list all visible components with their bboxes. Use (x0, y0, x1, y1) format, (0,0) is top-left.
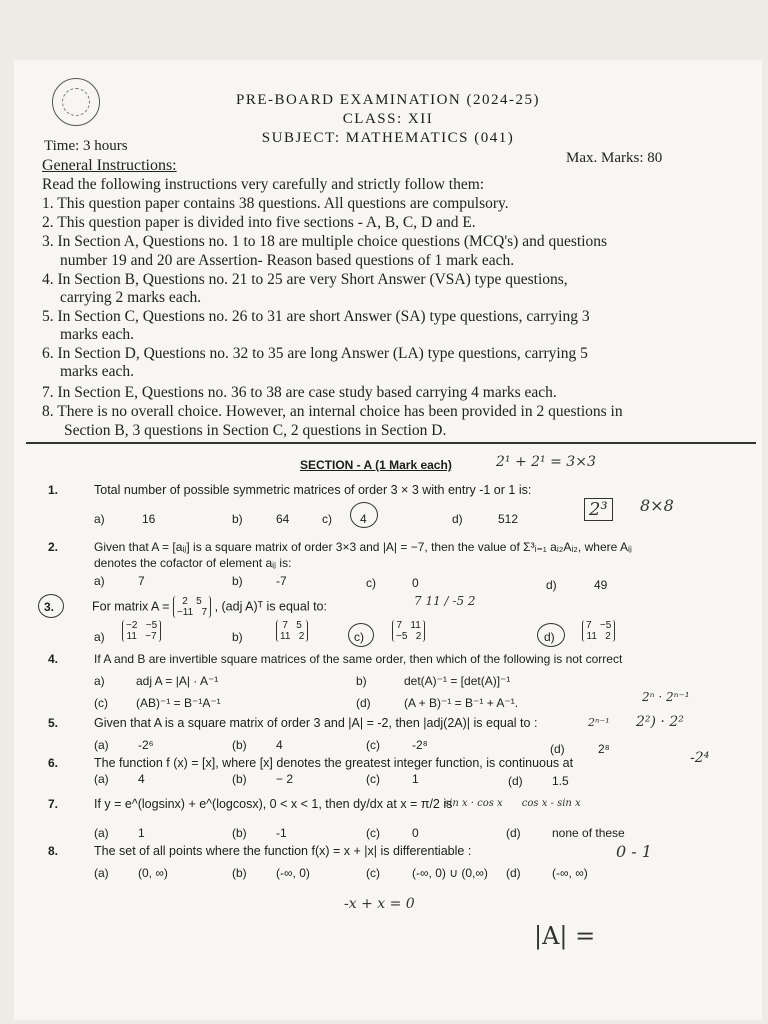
handwritten-note: 2³ (584, 498, 613, 521)
question-text: Total number of possible symmetric matrices of order 3 × 3 with entry -1 or 1 is: (94, 483, 532, 497)
option-text: 64 (276, 512, 290, 526)
instruction-item: carrying 2 marks each. (60, 289, 202, 306)
question-text: Given that A is a square matrix of order 3 and |A| = -2, then |adj(2A)| is equal to : (94, 716, 538, 730)
option-text: 512 (498, 512, 519, 526)
handwritten-note: 2ⁿ · 2ⁿ⁻¹ (642, 690, 690, 704)
option-matrix-a: −2 −5 11 −7 (122, 620, 161, 642)
option-label: (d) (550, 742, 565, 756)
question-number: 8. (48, 844, 59, 858)
option-text: -2⁶ (138, 738, 154, 752)
answer-circle-mark (350, 502, 378, 528)
question-text (92, 596, 327, 618)
option-label: d) (546, 578, 557, 592)
subject-line: SUBJECT: MATHEMATICS (041) (261, 130, 515, 146)
question-text: denotes the cofactor of element aᵢⱼ is: (94, 556, 292, 570)
question-number: 2. (48, 540, 59, 554)
instruction-item: marks each. (60, 363, 135, 380)
option-text: 16 (142, 512, 156, 526)
question-number: 5. (48, 716, 59, 730)
instruction-item: 2. This question paper is divided into five sections - A, B, C, D and E. (42, 214, 476, 231)
option-text: (-∞, 0) ∪ (0,∞) (412, 866, 488, 880)
instruction-item: 7. In Section E, Questions no. 36 to 38 are case study based carrying 4 marks each. (42, 384, 557, 401)
instruction-item: 6. In Section D, Questions no. 32 to 35 are long Answer (LA) type questions, carrying 5 (42, 345, 588, 362)
option-label: (d) (506, 826, 521, 840)
handwritten-note: sin x · cos x cos x - sin x (444, 798, 581, 809)
option-label: (b) (232, 826, 247, 840)
option-text: -2⁸ (412, 738, 428, 752)
instruction-item: 5. In Section C, Questions no. 26 to 31 are short Answer (SA) type questions, carrying 3 (42, 308, 590, 325)
option-text: det(A)⁻¹ = [det(A)]⁻¹ (404, 674, 511, 688)
question-text: If A and B are invertible square matrices of the same order, then which of the following is not correct (94, 652, 623, 666)
handwritten-note: |A| = (534, 922, 596, 950)
option-text: 1 (138, 826, 145, 840)
handwritten-note: 2¹ + 2¹ = 3×3 (496, 454, 596, 470)
option-matrix-d: 7 −5 11 2 (582, 620, 615, 642)
instruction-item: 1. This question paper contains 38 questions. All questions are compulsory. (42, 195, 509, 212)
option-label: a) (94, 630, 105, 644)
handwritten-note: 7 11 / -5 2 (414, 594, 476, 608)
option-label: (c) (366, 866, 380, 880)
question-text: Given that A = [aᵢⱼ] is a square matrix of order 3×3 and |A| = −7, then the value of Σ³ᵢ₌₁ aᵢ₂Aᵢ₂, where Aᵢⱼ (94, 540, 632, 554)
option-label: (c) (366, 772, 380, 786)
answer-circle-mark (348, 623, 374, 647)
option-label: (a) (94, 866, 109, 880)
time-label: Time: 3 hours (44, 138, 128, 154)
option-label: a) (94, 512, 105, 526)
option-label: b) (356, 674, 367, 688)
option-text: 1.5 (552, 774, 569, 788)
option-text: 0 (412, 576, 419, 590)
option-label: c) (354, 630, 364, 644)
option-text: − 2 (276, 772, 294, 786)
option-matrix-c: 7 11 −5 2 (392, 620, 425, 642)
instruction-item: 3. In Section A, Questions no. 1 to 18 are multiple choice questions (MCQ's) and questions (42, 233, 608, 250)
instruction-item: 8. There is no overall choice. However, an internal choice has been provided in 2 questions in (42, 403, 623, 420)
option-text: 0 (412, 826, 419, 840)
question-number: 3. (44, 600, 55, 614)
handwritten-note: -2⁴ (690, 750, 710, 766)
option-text: (-∞, 0) (276, 866, 310, 880)
question-number: 4. (48, 652, 59, 666)
option-label: c) (322, 512, 332, 526)
option-label: (b) (232, 866, 247, 880)
question-number: 6. (48, 756, 59, 770)
option-label: (b) (232, 772, 247, 786)
option-label: (d) (508, 774, 523, 788)
handwritten-note: 0 - 1 (616, 842, 652, 861)
instruction-item: 4. In Section B, Questions no. 21 to 25 are very Short Answer (VSA) type questions, (42, 271, 568, 288)
option-label: b) (232, 630, 243, 644)
option-label: c) (366, 576, 376, 590)
option-text: none of these (552, 826, 625, 840)
question-number: 1. (48, 483, 59, 497)
option-text: 1 (412, 772, 419, 786)
exam-title: PRE-BOARD EXAMINATION (2024-25) (236, 92, 540, 108)
max-marks-label: Max. Marks: 80 (566, 150, 663, 166)
option-text: -7 (276, 574, 287, 588)
option-label: (d) (506, 866, 521, 880)
option-text: 4 (276, 738, 283, 752)
exam-paper (14, 60, 762, 1020)
instruction-item: number 19 and 20 are Assertion- Reason based questions of 1 mark each. (60, 252, 515, 269)
option-label: (b) (232, 738, 247, 752)
section-title: SECTION - A (1 Mark each) (300, 458, 452, 472)
instruction-item: marks each. (60, 326, 135, 343)
option-text: 2⁸ (598, 742, 610, 756)
option-text: (A + B)⁻¹ = B⁻¹ + A⁻¹. (404, 696, 519, 710)
question-text: The function f (x) = [x], where [x] denotes the greatest integer function, is continuous at (94, 756, 574, 770)
option-label: b) (232, 512, 243, 526)
answer-circle-mark (38, 594, 64, 618)
option-label: d) (544, 630, 555, 644)
option-text: 4 (360, 512, 367, 526)
option-label: (c) (366, 738, 380, 752)
question-text-lead: For matrix A = (92, 599, 170, 614)
option-label: b) (232, 574, 243, 588)
option-label: (c) (366, 826, 380, 840)
answer-circle-mark (537, 623, 565, 647)
class-line: CLASS: XII (342, 111, 434, 127)
option-label: (c) (94, 696, 108, 710)
question-text-tail: , (adj A)ᵀ is equal to: (214, 599, 327, 614)
option-matrix-b: 7 5 11 2 (276, 620, 308, 642)
handwritten-note: -x + x = 0 (344, 896, 415, 912)
question-number: 7. (48, 797, 59, 811)
handwritten-note: 2ⁿ⁻¹ (588, 716, 610, 729)
divider (26, 442, 756, 444)
option-label: (a) (94, 772, 109, 786)
option-label: a) (94, 574, 105, 588)
option-label: (a) (94, 738, 109, 752)
option-text: -1 (276, 826, 287, 840)
option-label: (d) (356, 696, 371, 710)
option-text: (-∞, ∞) (552, 866, 588, 880)
handwritten-note: 8×8 (640, 496, 674, 515)
question-text: The set of all points where the function f(x) = x + |x| is differentiable : (94, 844, 472, 858)
instructions-heading: General Instructions: (42, 157, 177, 174)
option-text: adj A = |A| · A⁻¹ (136, 674, 219, 688)
question-text: If y = e^(logsinx) + e^(logcosx), 0 < x < 1, then dy/dx at x = π/2 is (94, 797, 453, 811)
option-label: a) (94, 674, 105, 688)
matrix-a: 2 5 −11 7 (173, 596, 211, 618)
option-text: 4 (138, 772, 145, 786)
handwritten-note: 2²) · 2² (636, 714, 684, 730)
option-text: 49 (594, 578, 608, 592)
option-text: (0, ∞) (138, 866, 168, 880)
option-label: d) (452, 512, 463, 526)
instruction-item: Section B, 3 questions in Section C, 2 questions in Section D. (64, 422, 447, 439)
option-text: (AB)⁻¹ = B⁻¹A⁻¹ (136, 696, 221, 710)
option-label: (a) (94, 826, 109, 840)
instructions-intro: Read the following instructions very carefully and strictly follow them: (42, 176, 485, 193)
option-text: 7 (138, 574, 145, 588)
